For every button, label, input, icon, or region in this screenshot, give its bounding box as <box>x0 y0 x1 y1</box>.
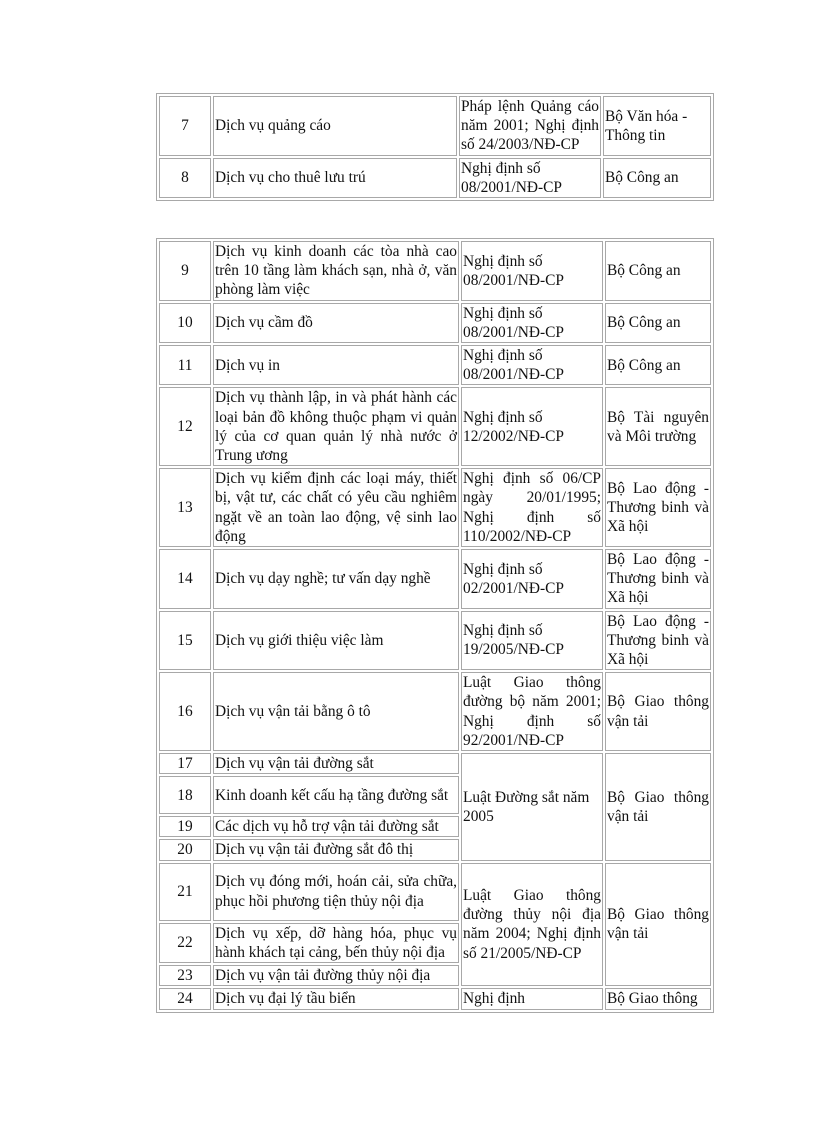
regulation-table-part-1 <box>156 93 714 201</box>
row-number: 21 <box>159 863 211 921</box>
table-row <box>159 753 711 774</box>
service-name: Dịch vụ dạy nghề; tư vấn dạy nghề <box>213 549 459 609</box>
row-number: 15 <box>159 611 211 671</box>
table-row <box>159 988 711 1009</box>
managing-agency: Bộ Lao động - Thương binh và Xã hội <box>605 611 711 671</box>
table-row <box>159 611 711 671</box>
row-number: 9 <box>159 241 211 301</box>
table-row <box>159 96 711 156</box>
table-row <box>159 468 711 547</box>
service-name: Dịch vụ vận tải đường sắt đô thị <box>213 839 459 860</box>
row-number: 23 <box>159 965 211 986</box>
managing-agency-waterway-group: Bộ Giao thông vận tải <box>605 863 711 987</box>
managing-agency: Bộ Công an <box>603 158 711 198</box>
managing-agency-rail-group: Bộ Giao thông vận tải <box>605 753 711 861</box>
legal-basis: Nghị định <box>461 988 603 1009</box>
service-name: Dịch vụ giới thiệu việc làm <box>213 611 459 671</box>
legal-basis: Pháp lệnh Quảng cáo năm 2001; Nghị định số 24/2003/NĐ-CP <box>459 96 601 156</box>
table-row <box>159 158 711 198</box>
legal-basis: Nghị định số 12/2002/NĐ-CP <box>461 387 603 466</box>
row-number: 8 <box>159 158 211 198</box>
legal-basis: Nghị định số 19/2005/NĐ-CP <box>461 611 603 671</box>
service-name: Dịch vụ vận tải bằng ô tô <box>213 672 459 751</box>
row-number: 20 <box>159 839 211 860</box>
legal-basis: Nghị định số 08/2001/NĐ-CP <box>461 241 603 301</box>
table-row <box>159 863 711 921</box>
legal-basis: Nghị định số 02/2001/NĐ-CP <box>461 549 603 609</box>
row-number: 11 <box>159 345 211 385</box>
legal-basis-waterway-group: Luật Giao thông đường thủy nội địa năm 2004; Nghị định số 21/2005/NĐ-CP <box>461 863 603 987</box>
service-name: Dịch vụ đóng mới, hoán cải, sửa chữa, phục hồi phương tiện thủy nội địa <box>213 863 459 921</box>
managing-agency: Bộ Công an <box>605 241 711 301</box>
service-name: Dịch vụ thành lập, in và phát hành các loại bản đồ không thuộc phạm vi quản lý của cơ quan quản lý nhà nước ở Trung ương <box>213 387 459 466</box>
managing-agency: Bộ Văn hóa - Thông tin <box>603 96 711 156</box>
managing-agency: Bộ Giao thông <box>605 988 711 1009</box>
legal-basis: Luật Giao thông đường bộ năm 2001; Nghị định số 92/2001/NĐ-CP <box>461 672 603 751</box>
table-row <box>159 241 711 301</box>
table-row <box>159 345 711 385</box>
service-name: Dịch vụ vận tải đường sắt <box>213 753 459 774</box>
table-row <box>159 387 711 466</box>
managing-agency: Bộ Lao động - Thương binh và Xã hội <box>605 549 711 609</box>
regulation-table-part-2 <box>156 238 714 1013</box>
table-row <box>159 303 711 343</box>
row-number: 19 <box>159 816 211 837</box>
row-number: 12 <box>159 387 211 466</box>
row-number: 13 <box>159 468 211 547</box>
service-name: Dịch vụ in <box>213 345 459 385</box>
legal-basis: Nghị định số 08/2001/NĐ-CP <box>461 303 603 343</box>
row-number: 17 <box>159 753 211 774</box>
managing-agency: Bộ Giao thông vận tải <box>605 672 711 751</box>
managing-agency: Bộ Lao động - Thương binh và Xã hội <box>605 468 711 547</box>
service-name: Dịch vụ cầm đồ <box>213 303 459 343</box>
service-name: Dịch vụ vận tải đường thủy nội địa <box>213 965 459 986</box>
service-name: Các dịch vụ hỗ trợ vận tải đường sắt <box>213 816 459 837</box>
service-name: Dịch vụ kiểm định các loại máy, thiết bị, vật tư, các chất có yêu cầu nghiêm ngặt về an toàn lao động, vệ sinh lao động <box>213 468 459 547</box>
row-number: 7 <box>159 96 211 156</box>
managing-agency: Bộ Tài nguyên và Môi trường <box>605 387 711 466</box>
table-row <box>159 549 711 609</box>
row-number: 24 <box>159 988 211 1009</box>
managing-agency: Bộ Công an <box>605 303 711 343</box>
row-number: 14 <box>159 549 211 609</box>
legal-basis: Nghị định số 08/2001/NĐ-CP <box>459 158 601 198</box>
service-name: Dịch vụ xếp, dỡ hàng hóa, phục vụ hành khách tại cảng, bến thủy nội địa <box>213 923 459 963</box>
table-row <box>159 672 711 751</box>
service-name: Dịch vụ đại lý tầu biển <box>213 988 459 1009</box>
service-name: Dịch vụ cho thuê lưu trú <box>213 158 457 198</box>
legal-basis: Nghị định số 08/2001/NĐ-CP <box>461 345 603 385</box>
service-name: Kinh doanh kết cấu hạ tầng đường sắt <box>213 776 459 814</box>
service-name: Dịch vụ kinh doanh các tòa nhà cao trên 10 tầng làm khách sạn, nhà ở, văn phòng làm việc <box>213 241 459 301</box>
managing-agency: Bộ Công an <box>605 345 711 385</box>
legal-basis: Nghị định số 06/CP ngày 20/01/1995; Nghị định số 110/2002/NĐ-CP <box>461 468 603 547</box>
row-number: 10 <box>159 303 211 343</box>
row-number: 16 <box>159 672 211 751</box>
row-number: 18 <box>159 776 211 814</box>
row-number: 22 <box>159 923 211 963</box>
service-name: Dịch vụ quảng cáo <box>213 96 457 156</box>
legal-basis-rail-group: Luật Đường sắt năm 2005 <box>461 753 603 861</box>
